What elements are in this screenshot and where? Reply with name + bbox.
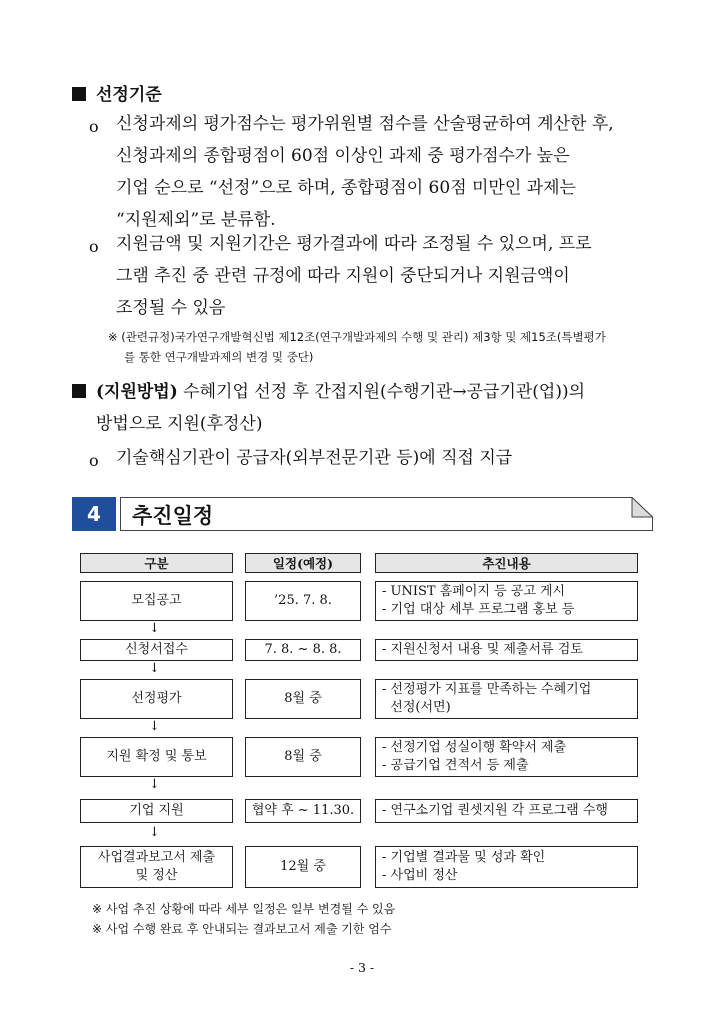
content-line: - 연구소기업 퀀셋지원 각 프로그램 수행 (382, 803, 608, 818)
content-box (375, 846, 638, 888)
stage-box (80, 737, 233, 777)
down-arrow-icon: ↓ (149, 621, 160, 636)
content-line: - 선정평가 지표를 만족하는 수혜기업 (382, 682, 592, 697)
content-line: - 기업 대상 세부 프로그램 홍보 등 (382, 602, 575, 617)
criteria-bullet-2 (116, 228, 592, 324)
criteria-heading (72, 80, 162, 105)
content-box (375, 639, 638, 661)
date-box (245, 679, 361, 719)
content-box (375, 581, 638, 621)
date-label: 12월 중 (280, 859, 326, 874)
down-arrow-icon: ↓ (149, 825, 160, 840)
stage-box (80, 799, 233, 823)
section-title: 추진일정 (132, 504, 214, 528)
stage-label: 모집공고 (131, 593, 182, 608)
header-content: 추진내용 (375, 553, 638, 573)
method-text: 수혜기업 선정 후 간접지원(수행기관→공급기관(업))의 (177, 382, 586, 402)
date-label: 8월 중 (284, 749, 322, 764)
criteria-bullet-1 (116, 108, 614, 236)
content-line: - 선정기업 성실이행 확약서 제출 (382, 740, 567, 755)
date-label: 8월 중 (284, 691, 322, 706)
date-label: 협약 후 ~ 11.30. (251, 803, 355, 818)
date-box (245, 846, 361, 888)
date-label: ’25. 7. 8. (274, 593, 332, 608)
date-box (245, 799, 361, 823)
method-line-2: 방법으로 지원(후정산) (96, 414, 263, 434)
circle-bullet-icon: o (89, 451, 99, 470)
stage-label: 및 정산 (135, 868, 178, 883)
square-bullet-icon (72, 87, 86, 101)
circle-bullet-icon: o (89, 117, 99, 136)
header-stage: 구분 (80, 553, 233, 573)
stage-label: 선정평가 (131, 691, 182, 706)
page-number: - 3 - (349, 960, 375, 975)
stage-box (80, 639, 233, 661)
stage-label: 신청서접수 (125, 642, 188, 657)
note-line: 를 통한 연구개발과제의 변경 및 중단) (124, 350, 314, 364)
section-number-badge (72, 497, 116, 531)
schedule-notes (92, 899, 395, 939)
method-line-1 (72, 376, 585, 408)
note-line: ※ 사업 수행 완료 후 안내되는 결과보고서 제출 기한 엄수 (92, 922, 392, 936)
stage-label: 지원 확정 및 통보 (106, 749, 207, 764)
content-box (375, 737, 638, 777)
section-number: 4 (87, 502, 101, 526)
stage-box (80, 679, 233, 719)
content-line: - UNIST 홈페이지 등 공고 게시 (382, 584, 566, 599)
text-line: 그램 추진 중 관련 규정에 따라 지원이 중단되거나 지원금액이 (116, 266, 570, 286)
stage-label: 사업결과보고서 제출 (97, 850, 216, 865)
header-date: 일정(예정) (245, 553, 361, 573)
content-box (375, 799, 638, 823)
criteria-title: 선정기준 (96, 85, 162, 105)
text-line: “지원제외”로 분류함. (116, 210, 276, 230)
content-line: 선정(서면) (382, 700, 451, 715)
note-line: ※ (관련규정)국가연구개발혁신법 제12조(연구개발과제의 수행 및 관리) 제3항 및 제15조(특별평가 (108, 330, 606, 344)
text-line: 기업 순으로 “선정”으로 하며, 종합평점이 60점 미만인 과제는 (116, 178, 576, 198)
stage-box (80, 581, 233, 621)
note-line: ※ 사업 추진 상황에 따라 세부 일정은 일부 변경될 수 있음 (92, 902, 396, 916)
date-box (245, 639, 361, 661)
square-bullet-icon (72, 384, 86, 398)
down-arrow-icon: ↓ (149, 719, 160, 734)
stage-box (80, 846, 233, 888)
date-box (245, 737, 361, 777)
date-label: 7. 8. ~ 8. 8. (264, 642, 342, 657)
method-label: (지원방법) (96, 382, 178, 402)
down-arrow-icon: ↓ (149, 777, 160, 792)
circle-bullet-icon: o (89, 237, 99, 256)
method-bullet: 기술핵심기관이 공급자(외부전문기관 등)에 직접 지급 (116, 448, 513, 468)
content-line: - 공급기업 견적서 등 제출 (382, 758, 529, 773)
text-line: 조정될 수 있음 (116, 298, 226, 318)
date-box (245, 581, 361, 621)
stage-label: 기업 지원 (129, 803, 184, 818)
criteria-note (108, 327, 606, 367)
text-line: 신청과제의 평가점수는 평가위원별 점수를 산술평균하여 계산한 후, (116, 114, 614, 134)
text-line: 신청과제의 종합평점이 60점 이상인 과제 중 평가점수가 높은 (116, 146, 570, 166)
content-line: - 기업별 결과물 및 성과 확인 (382, 850, 546, 865)
down-arrow-icon: ↓ (149, 661, 160, 676)
content-line: - 지원신청서 내용 및 제출서류 검토 (382, 642, 583, 657)
content-line: - 사업비 정산 (382, 868, 458, 883)
text-line: 지원금액 및 지원기간은 평가결과에 따라 조정될 수 있으며, 프로 (116, 234, 592, 254)
content-box (375, 679, 638, 719)
